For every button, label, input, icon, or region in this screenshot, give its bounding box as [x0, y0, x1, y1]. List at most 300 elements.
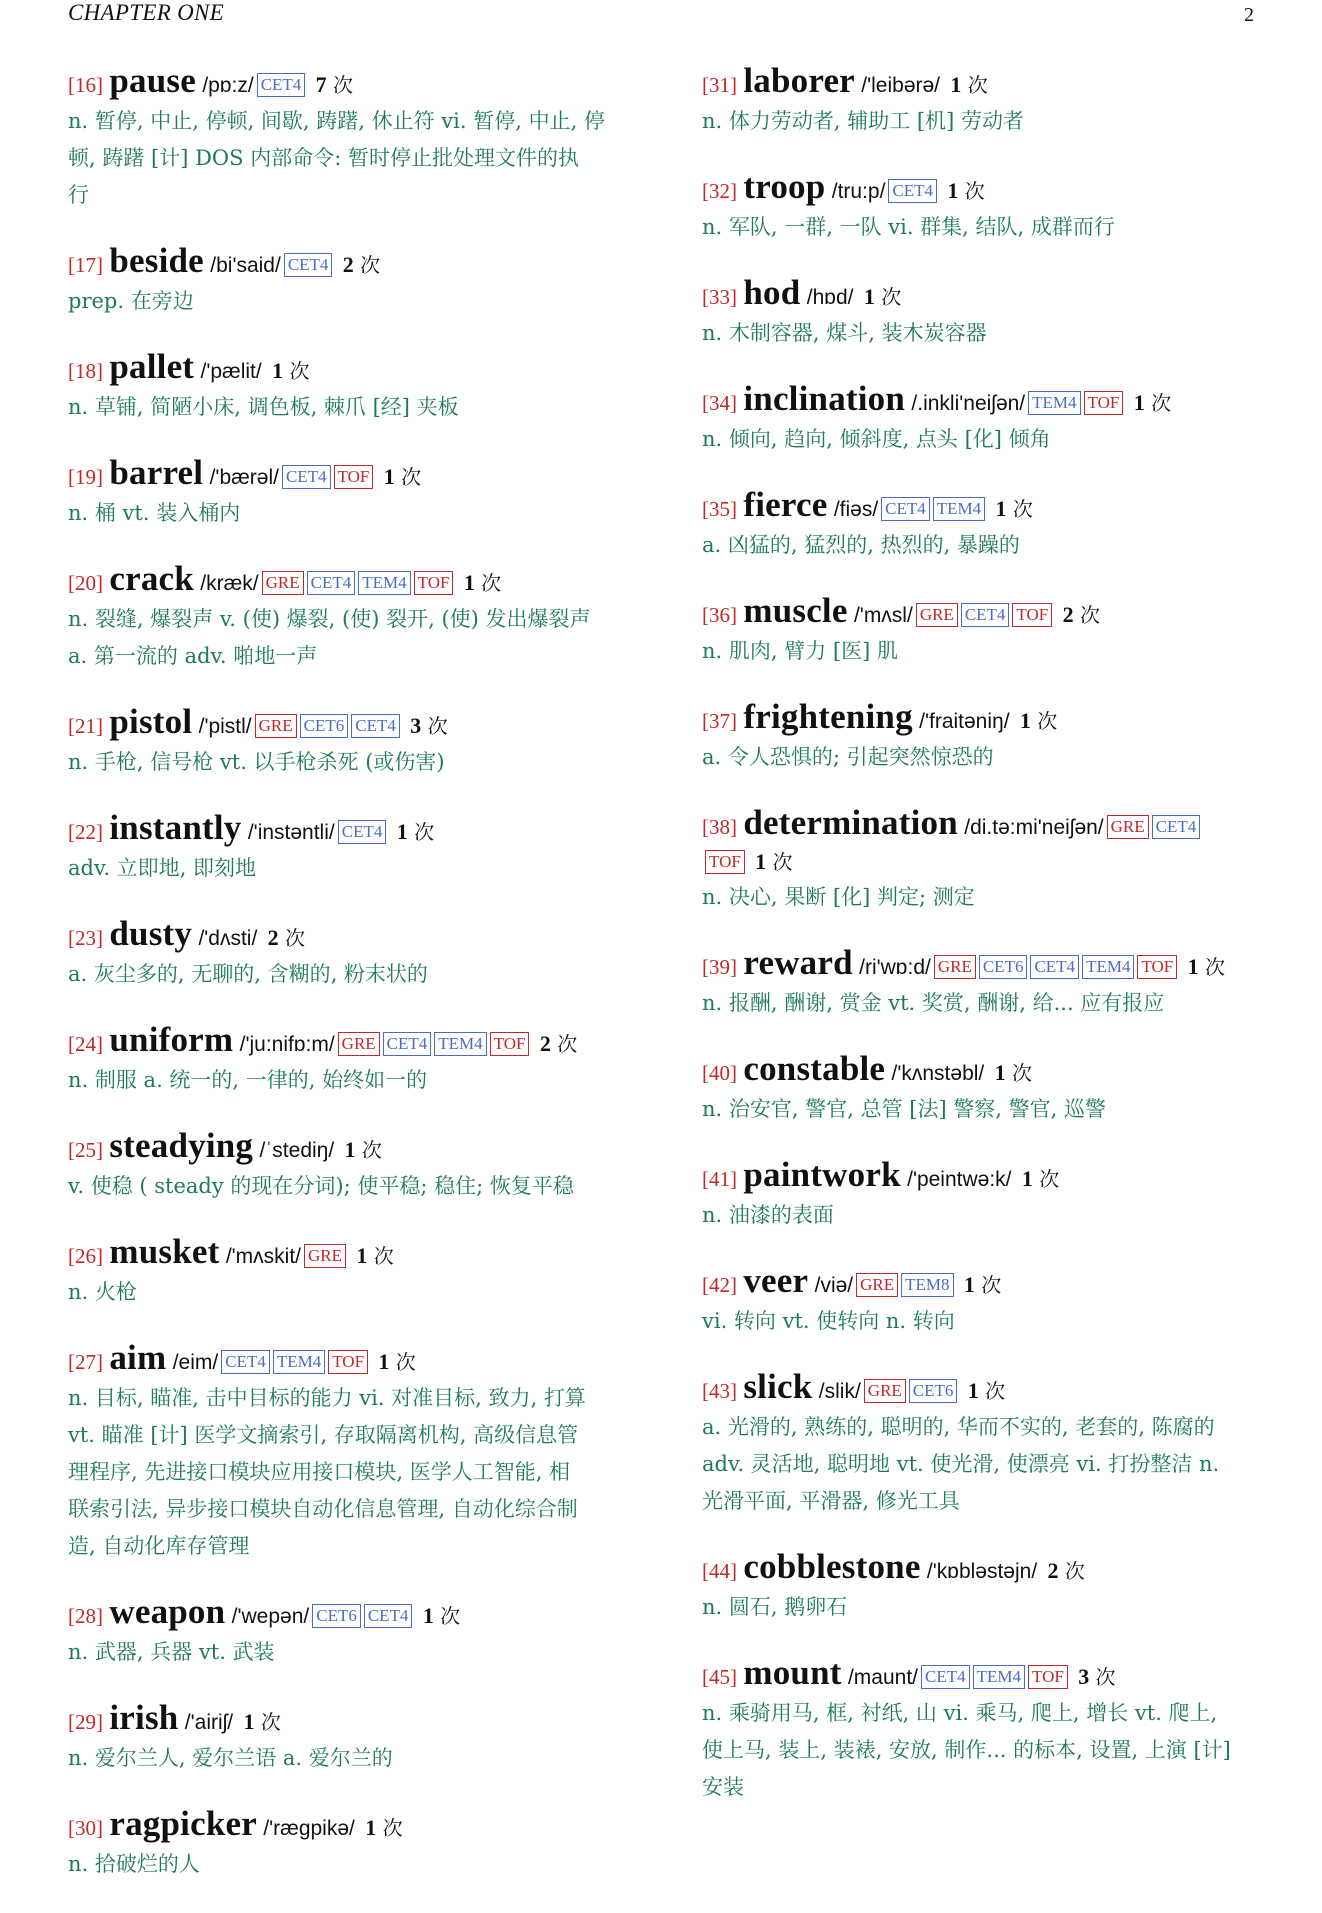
word-entry [702, 1653, 1282, 1806]
word-entry [68, 559, 648, 675]
entry-headline [702, 485, 1282, 527]
entry-headline [702, 1653, 1282, 1695]
pronunciation: /'leibərə/ [861, 74, 941, 97]
entry-headline-continued [702, 845, 1282, 879]
count-unit: 次 [1037, 709, 1058, 733]
entry-headline [68, 1020, 648, 1062]
word-entry [68, 1592, 648, 1671]
entry-number: [21] [68, 714, 103, 738]
word-entry [702, 485, 1282, 564]
entry-headline [68, 61, 648, 103]
entry-number: [24] [68, 1032, 103, 1056]
headword: irish [109, 1698, 179, 1737]
entry-headline [702, 943, 1282, 985]
entry-headline [702, 61, 1282, 103]
pronunciation: /'fraitəniŋ/ [919, 710, 1010, 733]
definition-line: 安装 [702, 1775, 744, 1799]
entry-number: [29] [68, 1710, 103, 1734]
count-value: 2 [539, 1031, 551, 1056]
exam-tag: TEM4 [358, 571, 410, 595]
count-value: 1 [950, 72, 962, 97]
exam-tag: GRE [338, 1032, 380, 1056]
entry-headline [702, 591, 1282, 633]
exam-tag: TEM4 [1082, 955, 1134, 979]
headword: weapon [109, 1592, 226, 1631]
word-entry [702, 273, 1282, 352]
entry-number: [23] [68, 926, 103, 950]
count-value: 1 [967, 1378, 979, 1403]
pronunciation: /'mʌsl/ [853, 604, 913, 627]
pronunciation: /kræk/ [200, 572, 259, 595]
definition-line: 行 [68, 183, 89, 207]
count-value: 3 [1078, 1664, 1090, 1689]
definition-line: n. 倾向, 趋向, 倾斜度, 点头 [化] 倾角 [702, 427, 1051, 451]
count-unit: 次 [440, 1604, 461, 1628]
count-unit: 次 [289, 359, 310, 383]
entry-number: [39] [702, 955, 737, 979]
entry-number: [28] [68, 1604, 103, 1628]
pronunciation: /ˈstediŋ/ [259, 1139, 335, 1162]
pronunciation: /.inkli'neiʃən/ [911, 392, 1026, 415]
exam-tag: GRE [864, 1379, 906, 1403]
occurrence-count [864, 285, 901, 309]
pronunciation: /bi'said/ [210, 254, 281, 277]
exam-tag: TOF [1028, 1665, 1068, 1689]
page-number: 2 [1244, 4, 1254, 26]
exam-tag: CET6 [312, 1604, 361, 1628]
entry-number: [18] [68, 359, 103, 383]
pronunciation: /'mʌskit/ [225, 1245, 301, 1268]
occurrence-count [423, 1604, 460, 1628]
count-unit: 次 [427, 714, 448, 738]
headword: uniform [109, 1020, 234, 1059]
occurrence-count [272, 359, 309, 383]
exam-tag: GRE [934, 955, 976, 979]
definition-line: n. 木制容器, 煤斗, 装木炭容器 [702, 321, 987, 345]
occurrence-count [464, 571, 501, 595]
headword: fierce [743, 485, 828, 524]
entry-headline [68, 1232, 648, 1274]
pronunciation: /'wepən/ [231, 1605, 310, 1628]
exam-tag: TOF [414, 571, 454, 595]
headword: constable [743, 1049, 886, 1088]
occurrence-count [397, 820, 434, 844]
definition-line: n. 手枪, 信号枪 vt. 以手枪杀死 (或伤害) [68, 750, 445, 774]
pronunciation: /slik/ [818, 1380, 861, 1403]
exam-tag: TOF [1084, 391, 1124, 415]
exam-tag: CET4 [364, 1604, 413, 1628]
headword: frightening [743, 697, 913, 736]
headword: hod [743, 273, 801, 312]
count-unit: 次 [1079, 603, 1100, 627]
exam-tag: GRE [262, 571, 304, 595]
exam-tag: CET4 [1030, 955, 1079, 979]
entry-number: [36] [702, 603, 737, 627]
count-value: 1 [755, 849, 767, 874]
count-value: 2 [1047, 1558, 1059, 1583]
headword: veer [743, 1261, 809, 1300]
definition-line: 造, 自动化库存管理 [68, 1534, 250, 1558]
exam-tag: TOF [490, 1032, 530, 1056]
headword: ragpicker [109, 1804, 257, 1843]
pronunciation: /pɒ:z/ [202, 74, 254, 97]
occurrence-count [540, 1032, 577, 1056]
word-entry [68, 241, 648, 320]
count-unit: 次 [1011, 1061, 1032, 1085]
entry-number: [30] [68, 1816, 103, 1840]
entry-headline [68, 1338, 648, 1380]
count-value: 1 [344, 1137, 356, 1162]
occurrence-count [996, 497, 1033, 521]
headword: pallet [109, 347, 195, 386]
word-entry [68, 1020, 648, 1099]
definition-line: n. 草铺, 简陋小床, 调色板, 棘爪 [经] 夹板 [68, 395, 459, 419]
occurrence-count [1022, 1167, 1059, 1191]
count-unit: 次 [1095, 1665, 1116, 1689]
exam-tag: CET4 [921, 1665, 970, 1689]
count-unit: 次 [985, 1379, 1006, 1403]
count-value: 1 [994, 1060, 1006, 1085]
entry-number: [17] [68, 253, 103, 277]
headword: pistol [109, 702, 193, 741]
exam-tag: CET6 [979, 955, 1028, 979]
entry-number: [37] [702, 709, 737, 733]
occurrence-count [964, 1273, 1001, 1297]
entry-headline [68, 1126, 648, 1168]
count-unit: 次 [1012, 497, 1033, 521]
word-entry [702, 379, 1282, 458]
exam-tag: CET4 [1152, 815, 1201, 839]
entry-number: [32] [702, 179, 737, 203]
chapter-title: CHAPTER ONE [68, 0, 224, 25]
entry-headline [68, 914, 648, 956]
entry-number: [33] [702, 285, 737, 309]
exam-tag: CET4 [383, 1032, 432, 1056]
entry-number: [43] [702, 1379, 737, 1403]
count-unit: 次 [382, 1816, 403, 1840]
pronunciation: /maunt/ [847, 1666, 919, 1689]
entry-headline [702, 1261, 1282, 1303]
headword: instantly [109, 808, 242, 847]
entry-headline [68, 559, 648, 601]
entry-headline [702, 273, 1282, 315]
entry-headline [702, 697, 1282, 739]
definition-line: 光滑平面, 平滑器, 修光工具 [702, 1489, 960, 1513]
count-unit: 次 [481, 571, 502, 595]
exam-tag: GRE [255, 714, 297, 738]
count-unit: 次 [881, 285, 902, 309]
word-entry [68, 1698, 648, 1777]
occurrence-count [1134, 391, 1171, 415]
count-unit: 次 [964, 179, 985, 203]
occurrence-count [968, 1379, 1005, 1403]
entry-headline [702, 1155, 1282, 1197]
word-entry [68, 914, 648, 993]
count-unit: 次 [772, 850, 793, 874]
definition-line: n. 决心, 果断 [化] 判定; 测定 [702, 885, 975, 909]
headword: muscle [743, 591, 848, 630]
count-unit: 次 [981, 1273, 1002, 1297]
count-unit: 次 [967, 73, 988, 97]
definition-line: n. 乘骑用马, 框, 衬纸, 山 vi. 乘马, 爬上, 增长 vt. 爬上, [702, 1701, 1218, 1725]
exam-tag: TEM8 [901, 1273, 953, 1297]
pronunciation: /viə/ [814, 1274, 854, 1297]
definition-line: a. 光滑的, 熟练的, 聪明的, 华而不实的, 老套的, 陈腐的 [702, 1415, 1215, 1439]
count-value: 1 [422, 1603, 434, 1628]
pronunciation: /'dʌsti/ [198, 927, 258, 950]
count-unit: 次 [1204, 955, 1225, 979]
exam-tag: TOF [1012, 603, 1052, 627]
count-unit: 次 [1039, 1167, 1060, 1191]
definition-line: a. 灰尘多的, 无聊的, 含糊的, 粉末状的 [68, 962, 428, 986]
count-value: 1 [365, 1815, 377, 1840]
definition-line: 联索引法, 异步接口模块自动化信息管理, 自动化综合制 [68, 1497, 578, 1521]
definition-line: 顿, 踌躇 [计] DOS 内部命令: 暂时停止批处理文件的执 [68, 146, 579, 170]
entry-number: [31] [702, 73, 737, 97]
count-unit: 次 [401, 465, 422, 489]
occurrence-count [1063, 603, 1100, 627]
exam-tag: TEM4 [933, 497, 985, 521]
definition-line: n. 体力劳动者, 辅助工 [机] 劳动者 [702, 109, 1024, 133]
definition-line: n. 治安官, 警官, 总管 [法] 警察, 警官, 巡警 [702, 1097, 1107, 1121]
count-unit: 次 [285, 926, 306, 950]
headword: inclination [743, 379, 906, 418]
exam-tag: GRE [1107, 815, 1149, 839]
count-value: 1 [863, 284, 875, 309]
count-unit: 次 [260, 1710, 281, 1734]
exam-tag: TOF [705, 850, 745, 874]
definition-line: n. 油漆的表面 [702, 1203, 834, 1227]
entry-number: [25] [68, 1138, 103, 1162]
exam-tag: CET4 [284, 253, 333, 277]
entry-number: [20] [68, 571, 103, 595]
entry-number: [42] [702, 1273, 737, 1297]
pronunciation: /'bærəl/ [209, 466, 279, 489]
definition-line: a. 凶猛的, 猛烈的, 热烈的, 暴躁的 [702, 533, 1020, 557]
pronunciation: /'pistl/ [198, 715, 252, 738]
headword: mount [743, 1653, 842, 1692]
occurrence-count [365, 1816, 402, 1840]
count-unit: 次 [395, 1350, 416, 1374]
occurrence-count [947, 179, 984, 203]
definition-line: n. 圆石, 鹅卵石 [702, 1595, 848, 1619]
word-entry [702, 61, 1282, 140]
headword: steadying [109, 1126, 254, 1165]
count-value: 1 [396, 819, 408, 844]
count-unit: 次 [1064, 1559, 1085, 1583]
headword: reward [743, 943, 853, 982]
entry-number: [35] [702, 497, 737, 521]
pronunciation: /'pælit/ [200, 360, 262, 383]
definition-line: n. 裂缝, 爆裂声 v. (使) 爆裂, (使) 裂开, (使) 发出爆裂声 [68, 607, 591, 631]
word-entry [68, 1804, 648, 1883]
word-entry [68, 702, 648, 781]
pronunciation: /eim/ [172, 1351, 219, 1374]
definition-line: n. 肌肉, 臂力 [医] 肌 [702, 639, 898, 663]
definition-line: n. 制服 a. 统一的, 一律的, 始终如一的 [68, 1068, 428, 1092]
count-value: 1 [356, 1243, 368, 1268]
occurrence-count [343, 253, 380, 277]
entry-headline [68, 241, 648, 283]
count-value: 1 [1133, 390, 1145, 415]
definition-line: adv. 立即地, 即刻地 [68, 856, 257, 880]
count-value: 2 [267, 925, 279, 950]
entry-number: [19] [68, 465, 103, 489]
exam-tag: CET4 [338, 820, 387, 844]
exam-tag: CET4 [257, 73, 306, 97]
word-entry [702, 1367, 1282, 1520]
occurrence-count [378, 1350, 415, 1374]
occurrence-count [384, 465, 421, 489]
definition-line: vt. 瞄准 [计] 医学文摘索引, 存取隔离机构, 高级信息管 [68, 1423, 579, 1447]
count-value: 1 [995, 496, 1007, 521]
exam-tag: TOF [1137, 955, 1177, 979]
count-unit: 次 [333, 73, 354, 97]
exam-tag: TEM4 [1028, 391, 1080, 415]
word-entry [702, 591, 1282, 670]
word-entry [68, 61, 648, 214]
entry-number: [34] [702, 391, 737, 415]
exam-tag: CET4 [351, 714, 400, 738]
word-entry [68, 347, 648, 426]
count-value: 7 [315, 72, 327, 97]
definition-line: 使上马, 装上, 装裱, 安放, 制作... 的标本, 设置, 上演 [计] [702, 1738, 1231, 1762]
word-entry [702, 803, 1282, 916]
occurrence-count [755, 850, 792, 874]
exam-tag: CET6 [909, 1379, 958, 1403]
entry-number: [27] [68, 1350, 103, 1374]
count-value: 3 [410, 713, 422, 738]
entry-headline [68, 453, 648, 495]
headword: beside [109, 241, 204, 280]
headword: cobblestone [743, 1547, 921, 1586]
entry-number: [22] [68, 820, 103, 844]
exam-tag: GRE [856, 1273, 898, 1297]
count-unit: 次 [414, 820, 435, 844]
occurrence-count [1078, 1665, 1115, 1689]
entry-headline [702, 1367, 1282, 1409]
entry-number: [44] [702, 1559, 737, 1583]
count-value: 1 [243, 1709, 255, 1734]
exam-tag: CET4 [881, 497, 930, 521]
exam-tag: TEM4 [434, 1032, 486, 1056]
count-value: 1 [383, 464, 395, 489]
definition-line: a. 令人恐惧的; 引起突然惊恐的 [702, 745, 994, 769]
definition-line: n. 火枪 [68, 1280, 137, 1304]
pronunciation: /'rægpikə/ [263, 1817, 355, 1840]
definition-line: prep. 在旁边 [68, 289, 194, 313]
count-unit: 次 [373, 1244, 394, 1268]
exam-tag: TOF [328, 1350, 368, 1374]
entry-headline [702, 1547, 1282, 1589]
entry-number: [38] [702, 815, 737, 839]
definition-line: n. 爱尔兰人, 爱尔兰语 a. 爱尔兰的 [68, 1746, 393, 1770]
count-unit: 次 [360, 253, 381, 277]
pronunciation: /ri'wɒ:d/ [859, 956, 931, 979]
headword: dusty [109, 914, 193, 953]
pronunciation: /tru:p/ [831, 180, 886, 203]
exam-tag: TOF [334, 465, 374, 489]
definition-line: n. 报酬, 酬谢, 赏金 vt. 奖赏, 酬谢, 给... 应有报应 [702, 991, 1165, 1015]
count-value: 1 [378, 1349, 390, 1374]
word-entry [68, 808, 648, 887]
definition-line: n. 目标, 瞄准, 击中目标的能力 vi. 对准目标, 致力, 打算 [68, 1386, 586, 1410]
pronunciation: /'airiʃ/ [184, 1711, 234, 1734]
headword: pause [109, 61, 196, 100]
occurrence-count [316, 73, 353, 97]
entry-number: [41] [702, 1167, 737, 1191]
pronunciation: /'kʌnstəbl/ [891, 1062, 985, 1085]
exam-tag: CET4 [961, 603, 1010, 627]
exam-tag: GRE [916, 603, 958, 627]
exam-tag: CET4 [888, 179, 937, 203]
definition-line: n. 拾破烂的人 [68, 1852, 200, 1876]
entry-headline [68, 702, 648, 744]
entry-number: [45] [702, 1665, 737, 1689]
pronunciation: /'instəntli/ [247, 821, 335, 844]
entry-headline [702, 167, 1282, 209]
definition-line: n. 武器, 兵器 vt. 武装 [68, 1640, 275, 1664]
exam-tag: CET4 [307, 571, 356, 595]
count-unit: 次 [1151, 391, 1172, 415]
headword: aim [109, 1338, 167, 1377]
occurrence-count [268, 926, 305, 950]
entry-headline [68, 808, 648, 850]
headword: determination [743, 803, 958, 842]
pronunciation: /hɒd/ [806, 286, 854, 309]
entry-number: [16] [68, 73, 103, 97]
entry-headline [702, 379, 1282, 421]
occurrence-count [1020, 709, 1057, 733]
headword: laborer [743, 61, 855, 100]
headword: slick [743, 1367, 813, 1406]
word-entry [68, 1232, 648, 1311]
count-value: 1 [1187, 954, 1199, 979]
entry-headline [68, 1698, 648, 1740]
exam-tag: TEM4 [273, 1350, 325, 1374]
occurrence-count [244, 1710, 281, 1734]
definition-line: n. 军队, 一群, 一队 vi. 群集, 结队, 成群而行 [702, 215, 1115, 239]
occurrence-count [1188, 955, 1225, 979]
count-unit: 次 [361, 1138, 382, 1162]
occurrence-count [950, 73, 987, 97]
occurrence-count [410, 714, 447, 738]
entry-number: [40] [702, 1061, 737, 1085]
word-entry [702, 1049, 1282, 1128]
occurrence-count [995, 1061, 1032, 1085]
count-value: 1 [1019, 708, 1031, 733]
definition-line: a. 第一流的 adv. 啪地一声 [68, 644, 318, 668]
entry-headline [702, 803, 1282, 845]
entry-number: [26] [68, 1244, 103, 1268]
definition-line: 理程序, 先进接口模块应用接口模块, 医学人工智能, 相 [68, 1460, 571, 1484]
headword: barrel [109, 453, 204, 492]
word-entry [68, 1338, 648, 1565]
entry-headline [702, 1049, 1282, 1091]
word-entry [702, 943, 1282, 1022]
word-entry [702, 1547, 1282, 1626]
right-column [702, 61, 1282, 1836]
count-value: 2 [1062, 602, 1074, 627]
definition-line: vi. 转向 vt. 使转向 n. 转向 [702, 1309, 955, 1333]
headword: paintwork [743, 1155, 901, 1194]
count-value: 1 [272, 358, 284, 383]
word-entry [702, 697, 1282, 776]
definition-line: v. 使稳 ( steady 的现在分词); 使平稳; 稳住; 恢复平稳 [68, 1174, 574, 1198]
headword: musket [109, 1232, 220, 1271]
pronunciation: /'peintwə:k/ [907, 1168, 1012, 1191]
pronunciation: /'ju:nifɒ:m/ [239, 1033, 335, 1056]
